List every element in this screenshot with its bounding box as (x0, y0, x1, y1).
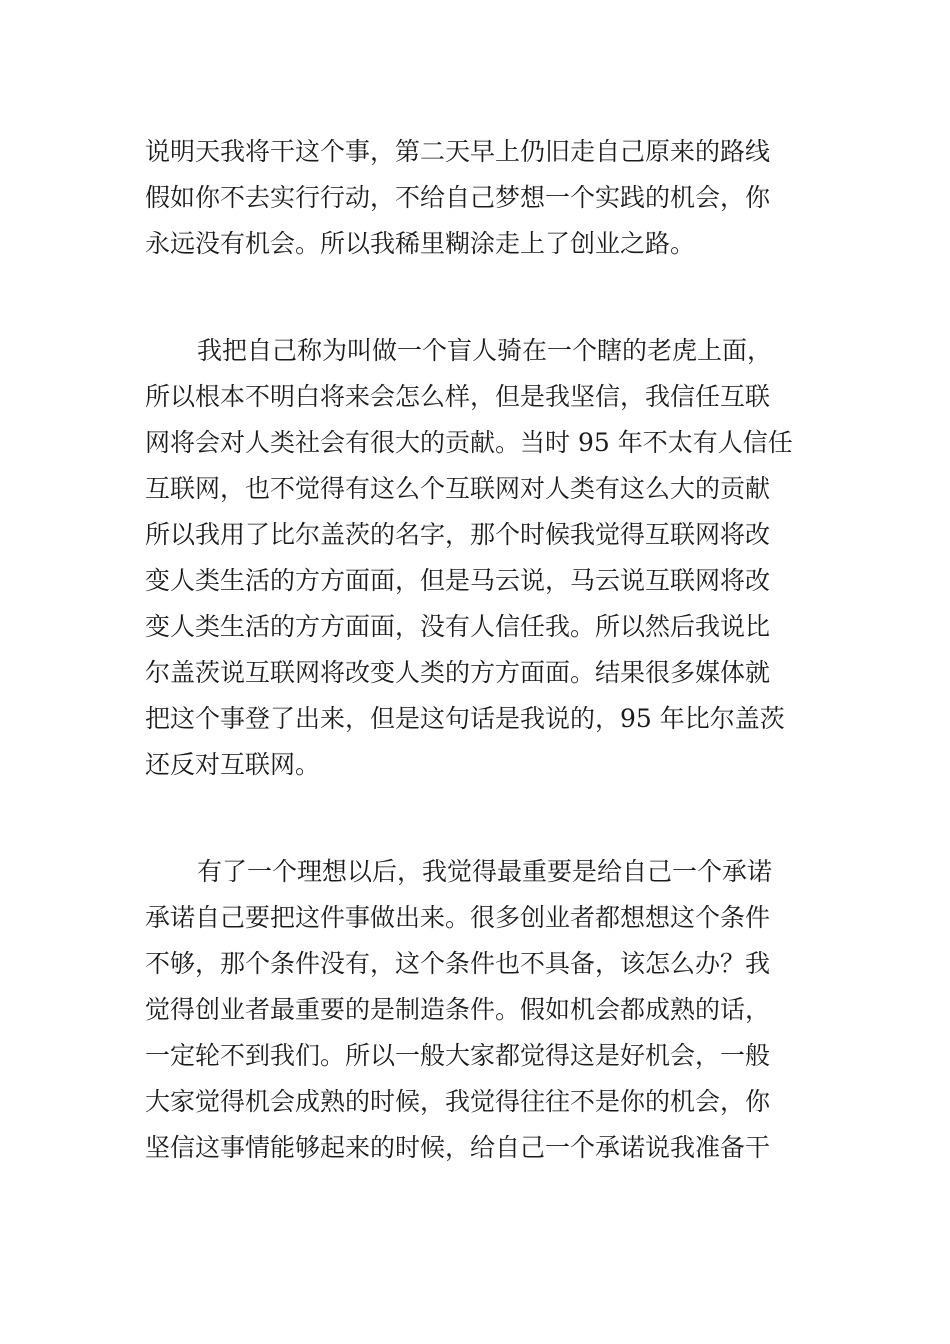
paragraph-3-line-6: 大家觉得机会成熟的时候，我觉得往往不是你的机会，你 (145, 1087, 771, 1116)
paragraph-2-line-10: 还反对互联网。 (145, 750, 321, 779)
paragraph-3-line-7: 坚信这事情能够起来的时候，给自己一个承诺说我准备干 (145, 1133, 771, 1162)
paragraph-2-line-1: 我把自己称为叫做一个盲人骑在一个瞎的老虎上面， (197, 336, 773, 365)
paragraph-2-line-5: 所以我用了比尔盖茨的名字，那个时候我觉得互联网将改 (145, 520, 771, 549)
paragraph-3-line-1: 有了一个理想以后，我觉得最重要是给自己一个承诺 (197, 857, 773, 886)
paragraph-3-line-2: 承诺自己要把这件事做出来。很多创业者都想想这个条件 (145, 903, 771, 932)
document-body (145, 0, 810, 1344)
paragraph-3-line-4: 觉得创业者最重要的是制造条件。假如机会都成熟的话， (145, 995, 771, 1024)
paragraph-2-line-4: 互联网，也不觉得有这么个互联网对人类有这么大的贡献 (145, 474, 771, 503)
paragraph-3-line-5: 一定轮不到我们。所以一般大家都觉得这是好机会，一般 (145, 1041, 771, 1070)
paragraph-1-line-3: 永远没有机会。所以我稀里糊涂走上了创业之路。 (145, 229, 696, 258)
paragraph-1-line-2: 假如你不去实行行动，不给自己梦想一个实践的机会，你 (145, 183, 771, 212)
paragraph-2-line-3: 网将会对人类社会有很大的贡献。当时 95 年不太有人信任 (145, 428, 793, 457)
paragraph-2-line-8: 尔盖茨说互联网将改变人类的方方面面。结果很多媒体就 (145, 658, 771, 687)
paragraph-2-line-2: 所以根本不明白将来会怎么样，但是我坚信，我信任互联 (145, 382, 771, 411)
paragraph-2-line-7: 变人类生活的方方面面，没有人信任我。所以然后我说比 (145, 612, 771, 641)
paragraph-2-line-6: 变人类生活的方方面面，但是马云说，马云说互联网将改 (145, 566, 771, 595)
paragraph-1-line-1: 说明天我将干这个事，第二天早上仍旧走自己原来的路线 (145, 137, 771, 166)
paragraph-3-line-3: 不够，那个条件没有，这个条件也不具备，该怎么办？我 (145, 949, 771, 978)
paragraph-2-line-9: 把这个事登了出来，但是这句话是我说的，95 年比尔盖茨 (145, 704, 785, 733)
